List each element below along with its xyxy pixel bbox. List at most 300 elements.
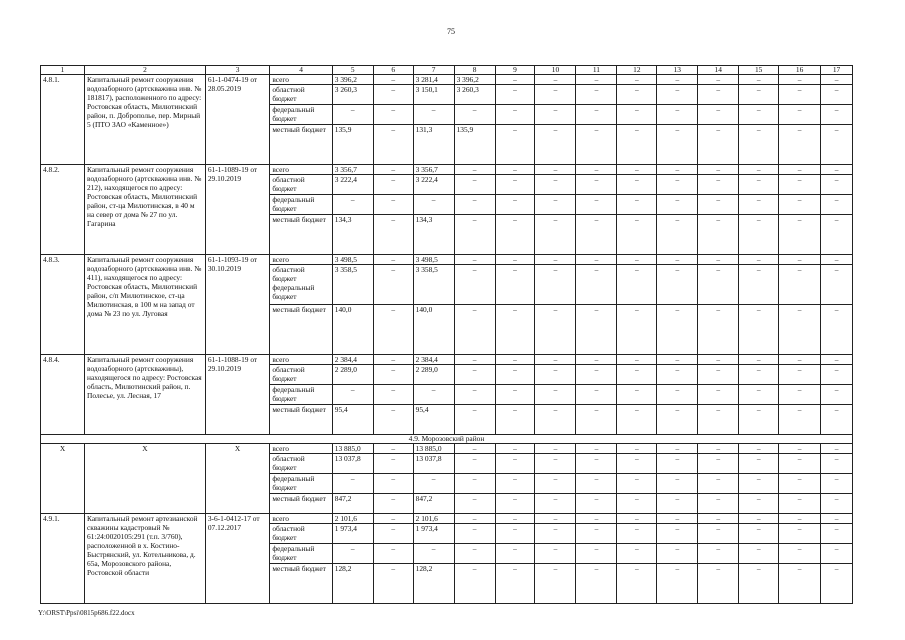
amount-v8: – xyxy=(454,524,495,544)
funding-source: областной бюджет федеральный бюджет xyxy=(270,265,332,305)
amount-col-11: – xyxy=(576,544,617,564)
amount-col-13: – xyxy=(657,405,698,435)
amount-v6: – xyxy=(373,514,413,524)
funding-source: всего xyxy=(270,255,332,265)
amount-col-15: – xyxy=(739,255,779,265)
amount-v7: 134,3 xyxy=(413,215,454,255)
section-title: 4.9. Морозовский район xyxy=(41,435,853,444)
amount-v7: 2 101,6 xyxy=(413,514,454,524)
amount-col-14: – xyxy=(698,255,739,265)
amount-v5: 134,3 xyxy=(332,215,373,255)
funding-source: всего xyxy=(270,514,332,524)
amount-col-15: – xyxy=(739,564,779,604)
amount-v8: – xyxy=(454,195,495,215)
amount-col-10: – xyxy=(535,514,576,524)
amount-v5: 13 885,0 xyxy=(332,444,373,454)
amount-col-12: – xyxy=(617,564,657,604)
amount-col-13: – xyxy=(657,524,698,544)
amount-col-17: – xyxy=(821,454,853,474)
amount-col-16: – xyxy=(779,405,821,435)
amount-col-16: – xyxy=(779,255,821,265)
amount-col-10: – xyxy=(535,265,576,305)
amount-col-10: – xyxy=(535,385,576,405)
amount-col-16: – xyxy=(779,265,821,305)
amount-v8: – xyxy=(454,165,495,175)
amount-col-16: – xyxy=(779,305,821,355)
amount-col-9: – xyxy=(495,564,535,604)
amount-col-15: – xyxy=(739,474,779,494)
funding-source: местный бюджет xyxy=(270,494,332,514)
amount-col-15: – xyxy=(739,85,779,105)
project-number: 4.8.1. xyxy=(41,75,85,165)
amount-col-16: – xyxy=(779,215,821,255)
amount-col-9: – xyxy=(495,405,535,435)
amount-col-14: – xyxy=(698,405,739,435)
amount-v7: – xyxy=(413,385,454,405)
amount-col-16: – xyxy=(779,385,821,405)
table-row xyxy=(41,444,853,454)
amount-v5: 847,2 xyxy=(332,494,373,514)
amount-col-11: – xyxy=(576,75,617,85)
amount-v7: 3 281,4 xyxy=(413,75,454,85)
amount-col-15: – xyxy=(739,105,779,125)
amount-col-11: – xyxy=(576,454,617,474)
amount-col-13: – xyxy=(657,564,698,604)
amount-col-14: – xyxy=(698,215,739,255)
amount-v8: – xyxy=(454,514,495,524)
column-header-13: 13 xyxy=(657,66,698,75)
amount-v6: – xyxy=(373,355,413,365)
amount-col-16: – xyxy=(779,514,821,524)
amount-col-13: – xyxy=(657,105,698,125)
amount-v8: – xyxy=(454,105,495,125)
amount-v8: – xyxy=(454,355,495,365)
amount-v7: 3 222,4 xyxy=(413,175,454,195)
amount-col-10: – xyxy=(535,494,576,514)
amount-col-10: – xyxy=(535,125,576,165)
amount-v7: 2 289,0 xyxy=(413,365,454,385)
amount-v7: 847,2 xyxy=(413,494,454,514)
amount-col-16: – xyxy=(779,165,821,175)
amount-col-12: – xyxy=(617,105,657,125)
amount-v6: – xyxy=(373,305,413,355)
amount-col-12: – xyxy=(617,75,657,85)
amount-v6: – xyxy=(373,454,413,474)
funding-source: всего xyxy=(270,355,332,365)
amount-v8: 3 260,3 xyxy=(454,85,495,105)
amount-col-14: – xyxy=(698,165,739,175)
amount-v8: 3 396,2 xyxy=(454,75,495,85)
summary-x-1: X xyxy=(41,444,85,514)
amount-v6: – xyxy=(373,165,413,175)
amount-col-14: – xyxy=(698,85,739,105)
column-header-14: 14 xyxy=(698,66,739,75)
amount-v6: – xyxy=(373,405,413,435)
amount-col-11: – xyxy=(576,305,617,355)
project-number: 4.8.3. xyxy=(41,255,85,355)
amount-col-9: – xyxy=(495,75,535,85)
amount-col-9: – xyxy=(495,125,535,165)
funding-source: областной бюджет xyxy=(270,454,332,474)
funding-source: местный бюджет xyxy=(270,305,332,355)
amount-col-10: – xyxy=(535,195,576,215)
amount-col-10: – xyxy=(535,564,576,604)
amount-col-17: – xyxy=(821,305,853,355)
amount-v6: – xyxy=(373,564,413,604)
amount-col-17: – xyxy=(821,385,853,405)
amount-col-9: – xyxy=(495,255,535,265)
amount-v6: – xyxy=(373,474,413,494)
funding-source: областной бюджет xyxy=(270,365,332,385)
amount-v8: – xyxy=(454,544,495,564)
table-row xyxy=(41,75,853,85)
project-description: Капитальный ремонт артезианской скважины кадастровый № 61:24:0020105:291 (т.п. 3/760), расположенной в х. Костино-Быстрянский, ул. Котельникова, д. 65а, Морозовского района, Ростовской области xyxy=(85,514,206,604)
amount-col-16: – xyxy=(779,544,821,564)
amount-col-11: – xyxy=(576,564,617,604)
amount-v8: – xyxy=(454,305,495,355)
amount-col-10: – xyxy=(535,85,576,105)
amount-col-14: – xyxy=(698,175,739,195)
amount-col-14: – xyxy=(698,265,739,305)
amount-col-17: – xyxy=(821,105,853,125)
amount-col-15: – xyxy=(739,355,779,365)
amount-col-11: – xyxy=(576,195,617,215)
funding-source: местный бюджет xyxy=(270,405,332,435)
amount-col-16: – xyxy=(779,564,821,604)
amount-col-14: – xyxy=(698,125,739,165)
amount-col-9: – xyxy=(495,454,535,474)
amount-col-9: – xyxy=(495,474,535,494)
amount-v6: – xyxy=(373,265,413,305)
amount-col-9: – xyxy=(495,165,535,175)
amount-col-11: – xyxy=(576,444,617,454)
table-row xyxy=(41,255,853,265)
amount-col-14: – xyxy=(698,444,739,454)
amount-col-15: – xyxy=(739,265,779,305)
amount-col-10: – xyxy=(535,215,576,255)
amount-col-13: – xyxy=(657,454,698,474)
amount-col-12: – xyxy=(617,165,657,175)
amount-col-9: – xyxy=(495,195,535,215)
amount-v6: – xyxy=(373,494,413,514)
amount-col-13: – xyxy=(657,175,698,195)
amount-col-16: – xyxy=(779,85,821,105)
amount-col-13: – xyxy=(657,75,698,85)
amount-col-9: – xyxy=(495,305,535,355)
amount-v8: – xyxy=(454,265,495,305)
amount-v8: – xyxy=(454,385,495,405)
amount-v5: – xyxy=(332,195,373,215)
amount-v6: – xyxy=(373,105,413,125)
funding-source: федеральный бюджет xyxy=(270,544,332,564)
amount-col-17: – xyxy=(821,514,853,524)
amount-v8: – xyxy=(454,494,495,514)
amount-col-14: – xyxy=(698,514,739,524)
amount-col-9: – xyxy=(495,175,535,195)
amount-col-15: – xyxy=(739,544,779,564)
amount-col-14: – xyxy=(698,195,739,215)
amount-col-9: – xyxy=(495,524,535,544)
amount-col-17: – xyxy=(821,564,853,604)
amount-col-17: – xyxy=(821,524,853,544)
amount-col-10: – xyxy=(535,175,576,195)
project-document: 61-1-0474-19 от 28.05.2019 xyxy=(205,75,270,165)
amount-col-10: – xyxy=(535,365,576,385)
amount-col-9: – xyxy=(495,494,535,514)
amount-v7: – xyxy=(413,544,454,564)
amount-v7: 131,3 xyxy=(413,125,454,165)
amount-col-17: – xyxy=(821,544,853,564)
amount-v5: 3 358,5 xyxy=(332,265,373,305)
amount-col-16: – xyxy=(779,524,821,544)
amount-col-13: – xyxy=(657,474,698,494)
amount-col-11: – xyxy=(576,474,617,494)
amount-v5: – xyxy=(332,544,373,564)
amount-col-16: – xyxy=(779,75,821,85)
project-document: 61-1-1089-19 от 29.10.2019 xyxy=(205,165,270,255)
amount-col-15: – xyxy=(739,385,779,405)
amount-v5: 140,0 xyxy=(332,305,373,355)
amount-col-13: – xyxy=(657,365,698,385)
amount-v7: 3 498,5 xyxy=(413,255,454,265)
column-header-12: 12 xyxy=(617,66,657,75)
amount-v5: 2 289,0 xyxy=(332,365,373,385)
amount-col-16: – xyxy=(779,195,821,215)
project-description: Капитальный ремонт сооружения водозаборного (артскважина инв. № 181817), расположенного по адресу: Ростовская область, Милютинский район, п. Доброполье, пер. Мирный 5 (ПТО ЗАО «Каменное») xyxy=(85,75,206,165)
amount-v7: 3 358,5 xyxy=(413,265,454,305)
amount-col-14: – xyxy=(698,355,739,365)
amount-col-11: – xyxy=(576,215,617,255)
amount-col-15: – xyxy=(739,444,779,454)
amount-v6: – xyxy=(373,444,413,454)
summary-x-2: X xyxy=(85,444,206,514)
amount-v7: 13 885,0 xyxy=(413,444,454,454)
amount-col-13: – xyxy=(657,125,698,165)
amount-v5: 128,2 xyxy=(332,564,373,604)
amount-col-13: – xyxy=(657,544,698,564)
amount-v8: – xyxy=(454,564,495,604)
amount-col-10: – xyxy=(535,305,576,355)
amount-col-14: – xyxy=(698,564,739,604)
amount-col-9: – xyxy=(495,265,535,305)
amount-v5: 3 498,5 xyxy=(332,255,373,265)
amount-v7: 3 356,7 xyxy=(413,165,454,175)
amount-col-9: – xyxy=(495,385,535,405)
amount-col-12: – xyxy=(617,175,657,195)
amount-col-11: – xyxy=(576,165,617,175)
amount-v8: – xyxy=(454,474,495,494)
amount-col-11: – xyxy=(576,355,617,365)
column-header-3: 3 xyxy=(205,66,270,75)
column-header-16: 16 xyxy=(779,66,821,75)
amount-v5: 3 356,7 xyxy=(332,165,373,175)
section-header-row xyxy=(41,435,853,444)
amount-col-11: – xyxy=(576,514,617,524)
amount-col-12: – xyxy=(617,255,657,265)
amount-col-14: – xyxy=(698,474,739,494)
column-header-9: 9 xyxy=(495,66,535,75)
project-document: 3-6-1-0412-17 от 07.12.2017 xyxy=(205,514,270,604)
amount-col-13: – xyxy=(657,494,698,514)
amount-col-17: – xyxy=(821,444,853,454)
amount-v6: – xyxy=(373,385,413,405)
amount-col-14: – xyxy=(698,544,739,564)
amount-col-12: – xyxy=(617,215,657,255)
amount-col-15: – xyxy=(739,365,779,385)
amount-col-11: – xyxy=(576,265,617,305)
amount-v5: 1 973,4 xyxy=(332,524,373,544)
amount-v6: – xyxy=(373,544,413,564)
amount-col-16: – xyxy=(779,444,821,454)
project-document: 61-1-1088-19 от 29.10.2019 xyxy=(205,355,270,435)
funding-source: федеральный бюджет xyxy=(270,474,332,494)
amount-col-13: – xyxy=(657,195,698,215)
amount-col-16: – xyxy=(779,494,821,514)
project-number: 4.9.1. xyxy=(41,514,85,604)
amount-col-14: – xyxy=(698,385,739,405)
column-header-17: 17 xyxy=(821,66,853,75)
amount-col-16: – xyxy=(779,355,821,365)
amount-v6: – xyxy=(373,365,413,385)
column-header-8: 8 xyxy=(454,66,495,75)
amount-col-9: – xyxy=(495,105,535,125)
amount-col-17: – xyxy=(821,255,853,265)
project-number: 4.8.2. xyxy=(41,165,85,255)
column-header-4: 4 xyxy=(270,66,332,75)
amount-col-16: – xyxy=(779,365,821,385)
amount-v8: 135,9 xyxy=(454,125,495,165)
amount-v5: 3 222,4 xyxy=(332,175,373,195)
amount-v8: – xyxy=(454,405,495,435)
amount-col-16: – xyxy=(779,175,821,195)
amount-col-16: – xyxy=(779,474,821,494)
amount-col-15: – xyxy=(739,514,779,524)
amount-col-12: – xyxy=(617,405,657,435)
amount-col-15: – xyxy=(739,524,779,544)
amount-col-12: – xyxy=(617,385,657,405)
amount-col-13: – xyxy=(657,385,698,405)
amount-col-15: – xyxy=(739,215,779,255)
amount-col-11: – xyxy=(576,85,617,105)
amount-col-12: – xyxy=(617,305,657,355)
amount-col-9: – xyxy=(495,544,535,564)
amount-col-17: – xyxy=(821,125,853,165)
page-number: 75 xyxy=(447,27,455,36)
amount-col-10: – xyxy=(535,524,576,544)
amount-col-17: – xyxy=(821,175,853,195)
amount-col-14: – xyxy=(698,75,739,85)
amount-v5: – xyxy=(332,474,373,494)
amount-col-15: – xyxy=(739,125,779,165)
amount-col-9: – xyxy=(495,365,535,385)
amount-col-12: – xyxy=(617,524,657,544)
amount-v8: – xyxy=(454,365,495,385)
amount-col-10: – xyxy=(535,405,576,435)
amount-col-14: – xyxy=(698,365,739,385)
amount-col-11: – xyxy=(576,494,617,514)
column-header-6: 6 xyxy=(373,66,413,75)
amount-col-13: – xyxy=(657,355,698,365)
amount-v7: 2 384,4 xyxy=(413,355,454,365)
amount-col-12: – xyxy=(617,365,657,385)
column-header-7: 7 xyxy=(413,66,454,75)
amount-col-13: – xyxy=(657,305,698,355)
amount-col-15: – xyxy=(739,165,779,175)
amount-col-17: – xyxy=(821,474,853,494)
amount-v7: 95,4 xyxy=(413,405,454,435)
table-body xyxy=(41,66,853,604)
amount-col-10: – xyxy=(535,75,576,85)
amount-col-10: – xyxy=(535,255,576,265)
amount-col-13: – xyxy=(657,265,698,305)
amount-col-12: – xyxy=(617,444,657,454)
amount-v7: 3 150,1 xyxy=(413,85,454,105)
amount-col-11: – xyxy=(576,365,617,385)
funding-source: всего xyxy=(270,444,332,454)
amount-v7: 1 973,4 xyxy=(413,524,454,544)
amount-v5: – xyxy=(332,385,373,405)
amount-col-10: – xyxy=(535,544,576,564)
amount-col-11: – xyxy=(576,175,617,195)
amount-col-11: – xyxy=(576,125,617,165)
amount-v6: – xyxy=(373,85,413,105)
amount-col-11: – xyxy=(576,524,617,544)
amount-v8: – xyxy=(454,215,495,255)
column-header-2: 2 xyxy=(85,66,206,75)
amount-col-13: – xyxy=(657,165,698,175)
amount-col-17: – xyxy=(821,494,853,514)
amount-col-11: – xyxy=(576,405,617,435)
amount-v7: 128,2 xyxy=(413,564,454,604)
amount-v8: – xyxy=(454,444,495,454)
amount-v5: 13 037,8 xyxy=(332,454,373,474)
amount-col-15: – xyxy=(739,195,779,215)
amount-col-17: – xyxy=(821,355,853,365)
amount-v7: – xyxy=(413,474,454,494)
amount-col-12: – xyxy=(617,355,657,365)
amount-v5: 2 101,6 xyxy=(332,514,373,524)
amount-col-12: – xyxy=(617,195,657,215)
funding-source: местный бюджет xyxy=(270,215,332,255)
amount-col-10: – xyxy=(535,444,576,454)
amount-col-15: – xyxy=(739,305,779,355)
amount-col-13: – xyxy=(657,85,698,105)
funding-source: федеральный бюджет xyxy=(270,385,332,405)
amount-col-12: – xyxy=(617,125,657,165)
amount-col-9: – xyxy=(495,85,535,105)
project-description: Капитальный ремонт сооружения водозаборного (артскважина инв. № 411), находящегося по адресу: Ростовская область, Милютинский район, с/п Милютинское, ст-ца Милютинская, в 100 м на запад от дома № 23 по ул. Луговая xyxy=(85,255,206,355)
amount-col-11: – xyxy=(576,105,617,125)
budget-table xyxy=(40,65,853,604)
amount-col-12: – xyxy=(617,454,657,474)
column-number-row xyxy=(41,66,853,75)
amount-col-12: – xyxy=(617,494,657,514)
table-row xyxy=(41,355,853,365)
amount-v5: 3 396,2 xyxy=(332,75,373,85)
project-description: Капитальный ремонт сооружения водозаборного (артскважины), находящегося по адресу: Ростовская область, Милютинский район, п. Полесье, ул. Лесная, 17 xyxy=(85,355,206,435)
amount-v5: 95,4 xyxy=(332,405,373,435)
column-header-5: 5 xyxy=(332,66,373,75)
amount-col-12: – xyxy=(617,544,657,564)
amount-col-9: – xyxy=(495,514,535,524)
column-header-10: 10 xyxy=(535,66,576,75)
amount-col-14: – xyxy=(698,305,739,355)
column-header-1: 1 xyxy=(41,66,85,75)
amount-v5: 135,9 xyxy=(332,125,373,165)
amount-col-17: – xyxy=(821,365,853,385)
amount-col-10: – xyxy=(535,355,576,365)
amount-col-10: – xyxy=(535,454,576,474)
